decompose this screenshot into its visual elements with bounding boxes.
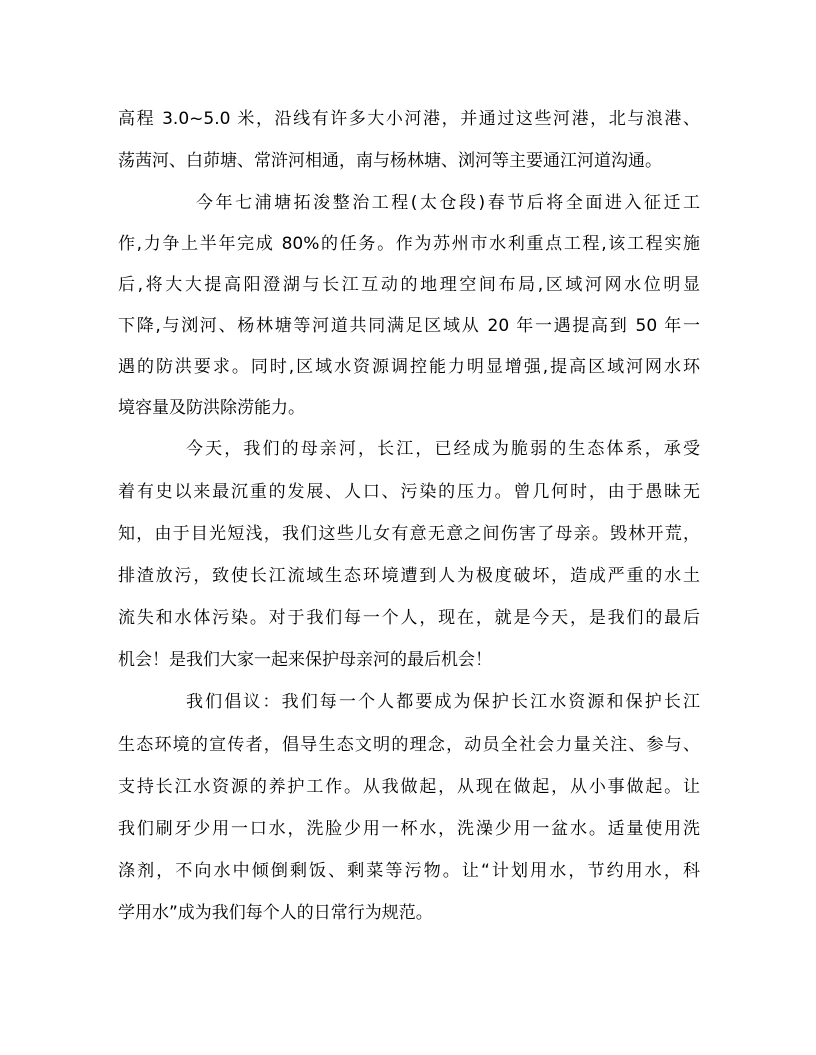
paragraph-4-line-4: 我们刷牙少用一口水，洗脸少用一杯水，洗澡少用一盆水。适量使用洗 [118,819,700,839]
paragraph-2-line-3: 后,将大大提高阳澄湖与长江互动的地理空间布局,区域河网水位明显 [118,275,700,295]
paragraph-2-line-4: 下降,与浏河、杨林塘等河道共同满足区域从 20 年一遇提高到 50 年一 [118,316,700,336]
paragraph-3-line-2: 着有史以来最沉重的发展、人口、污染的压力。曾几何时，由于愚昧无 [118,482,700,502]
paragraph-2-line-1: 今年七浦塘拓浚整治工程(太仓段)春节后将全面进入征迁工 [196,193,700,213]
paragraph-3-line-1: 今天，我们的母亲河，长江，已经成为脆弱的生态体系，承受 [186,439,700,459]
paragraph-2-line-5: 遇的防洪要求。同时,区域水资源调控能力明显增强,提高区域河网水环 [118,357,700,377]
paragraph-3-line-6: 机会！是我们大家一起来保护母亲河的最后机会！ [118,650,492,670]
paragraph-1-line-1: 高程 3.0~5.0 米，沿线有许多大小河港，并通过这些河港，北与浪港、 [118,109,700,129]
paragraph-1-line-2: 荡茜河、白茆塘、常浒河相通，南与杨林塘、浏河等主要通江河道沟通。 [118,151,662,171]
paragraph-4-line-5: 涤剂，不向水中倾倒剩饭、剩菜等污物。让“计划用水，节约用水，科 [118,861,700,881]
paragraph-4-line-2: 生态环境的宣传者，倡导生态文明的理念，动员全社会力量关注、参与、 [118,735,700,755]
paragraph-3-line-5: 流失和水体污染。对于我们每一个人，现在，就是今天，是我们的最后 [118,608,700,628]
paragraph-3-line-4: 排渣放污，致使长江流域生态环境遭到人为极度破坏，造成严重的水土 [118,566,700,586]
paragraph-4-line-1: 我们倡议：我们每一个人都要成为保护长江水资源和保护长江 [186,692,700,712]
paragraph-2-line-2: 作,力争上半年完成 80%的任务。作为苏州市水利重点工程,该工程实施 [118,234,700,254]
paragraph-2-line-6: 境容量及防洪除涝能力。 [118,398,305,418]
paragraph-4-line-3: 支持长江水资源的养护工作。从我做起，从现在做起，从小事做起。让 [118,777,700,797]
paragraph-3-line-3: 知，由于目光短浅，我们这些儿女有意无意之间伤害了母亲。毁林开荒， [118,524,700,544]
paragraph-4-line-6: 学用水”成为我们每个人的日常行为规范。 [118,903,433,923]
